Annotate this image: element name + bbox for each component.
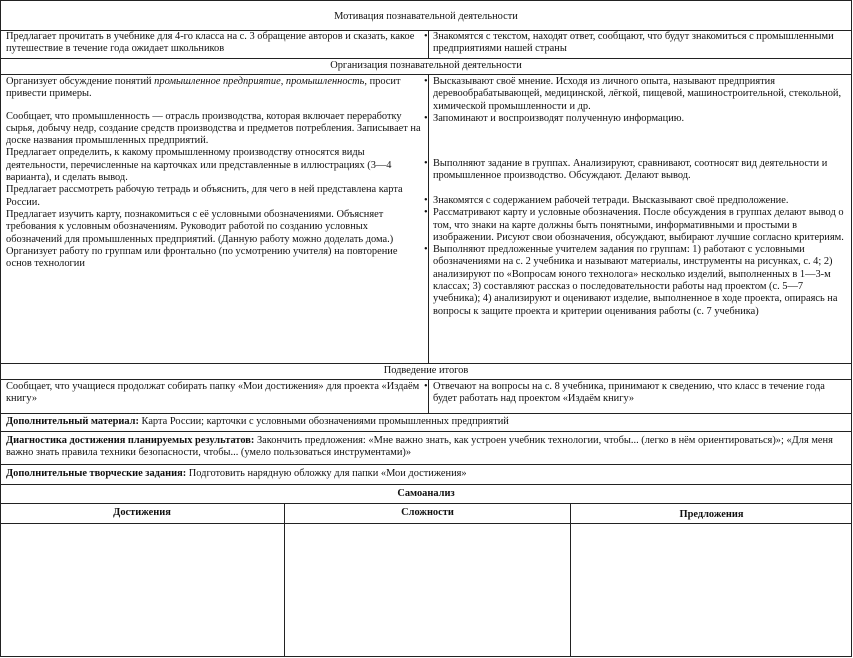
motivation-teacher-cell	[6, 31, 424, 56]
list-item: • Высказывают своё мнение. Исходя из личного опыта, называют предприятия деревообрабатывающей, медицинской, лёгкой, пищевой, машиностроительной, стекольной, химической промышленности и др.	[433, 76, 846, 113]
list-item: • Сообщает, что промышленность — отрасль производства, которая включает переработку сырья, добычу недр, создание средств производства и предметов потребления. Записывает на доске названия промышленных предприятий.	[6, 111, 424, 148]
organization-teacher-cell	[6, 76, 424, 270]
row-divider	[0, 379, 852, 380]
list-item: • Предлагает рассмотреть рабочую тетрадь и объяснить, для чего в ней представлена карта России.	[6, 184, 424, 209]
motivation-student-cell	[433, 31, 846, 56]
list-item: • Знакомятся с содержанием рабочей тетради. Высказывают своё предположение.	[433, 195, 846, 207]
section-title-selfanalysis: Самоанализ	[397, 488, 455, 499]
row-divider	[0, 503, 852, 504]
extra-material-row	[6, 416, 846, 428]
list-item: • Рассматривают карту и условные обозначения. После обсуждения в группах делают вывод о том, что знаки на карте должны быть понятными, информативными и простыми в изображении. Рисуют свои обозначения, обсуждают, выбирают лучшие согласно критериям.	[433, 207, 846, 244]
list-item: • Отвечают на вопросы на с. 8 учебника, принимают к сведению, что класс в течение года будет работать над проектом «Издаём книгу»	[433, 381, 846, 406]
summary-student-cell	[433, 381, 846, 406]
list-item: • Предлагает изучить карту, познакомиться с её условными обозначениями. Объясняет требования к условным обозначениям. Руководит работой по созданию условных обозначений для промышленных предприятий. (Данную работу можно доделать дома.)	[6, 209, 424, 246]
row-divider	[0, 523, 852, 524]
list-item: • Предлагает прочитать в учебнике для 4-го класса на с. 3 обращение авторов и сказать, какое путешествие в течение года ожидает школьников	[6, 31, 424, 56]
extra-material-label: Дополнительный материал:	[6, 416, 139, 427]
self-analysis-header-difficulties: Сложности	[401, 507, 454, 518]
row-divider	[0, 484, 852, 485]
emphasized-terms: промышленное предприятие, промышленность	[154, 76, 365, 87]
organization-student-cell	[433, 195, 846, 318]
extra-material-text: Карта России; карточки с условными обозначениями промышленных предприятий	[138, 416, 509, 427]
section-title-motivation: Мотивация познавательной деятельности	[334, 11, 518, 22]
list-item: • Организует обсуждение понятий промышленное предприятие, промышленность, просит привести примеры.	[6, 76, 424, 101]
list-item: • Выполняют предложенные учителем задания по группам: 1) работают с условными обозначениями на с. 2 учебника и называют материалы, инструменты на рисунках, с. 4; 2) анализируют по «Вопросам юного технолога» несколько изделий, выполненных в 1—3-м классах; 3) составляют рассказ о последовательности работы над проектом (с. 5—7 учебника); 4) анализируют и оценивают изделие, выполненное в ходе проекта, опираясь на вопросы к защите проекта и критерии оценивания работы (с. 7 учебника)	[433, 244, 846, 318]
section-title-summary: Подведение итогов	[383, 365, 469, 376]
list-item: • Выполняют задание в группах. Анализируют, сравнивают, соотносят вид деятельности и промышленное производство. Обсуждают. Делают вывод.	[433, 158, 846, 183]
list-item: • Предлагает определить, к какому промышленному производству относятся виды деятельности, перечисленные на карточках или представленные в иллюстрациях (3—4 варианта), и сделать вывод.	[6, 147, 424, 184]
row-divider	[0, 431, 852, 432]
list-item: • Организует работу по группам или фронтально (по усмотрению учителя) на повторение основ технологии	[6, 246, 424, 271]
creative-tasks-row	[6, 468, 846, 480]
section-title-organization: Организация познавательной деятельности	[330, 60, 522, 71]
summary-teacher-cell	[6, 381, 424, 406]
row-divider	[0, 464, 852, 465]
row-divider	[0, 363, 852, 364]
creative-tasks-label: Дополнительные творческие задания:	[6, 468, 187, 479]
self-analysis-header-achievements: Достижения	[113, 507, 171, 518]
self-analysis-header-suggestions: Предложения	[679, 509, 744, 520]
row-divider	[0, 74, 852, 75]
list-item: • Знакомятся с текстом, находят ответ, сообщают, что будут знакомиться с промышленными предприятиями нашей страны	[433, 31, 846, 56]
row-divider	[0, 413, 852, 414]
list-item: • Сообщает, что учащиеся продолжат собирать папку «Мои достижения» для проекта «Издаём книгу»	[6, 381, 424, 406]
row-divider	[0, 58, 852, 59]
diagnostics-row	[6, 435, 846, 460]
column-divider	[570, 503, 571, 657]
organization-student-cell	[433, 158, 846, 183]
list-item: • Запоминают и воспроизводят полученную информацию.	[433, 113, 846, 125]
diagnostics-label: Диагностика достижения планируемых результатов:	[6, 435, 255, 446]
organization-student-cell	[433, 76, 846, 125]
diagnostics-text: Закончить предложения: «Мне важно знать, как устроен учебник технологии, чтобы... (легко в нём ориентироваться)»; «Для меня важно знать правила техники безопасности, чтобы... (умело пользоваться инструментами)»	[6, 435, 833, 459]
column-divider	[284, 503, 285, 657]
creative-tasks-text: Подготовить нарядную обложку для папки «Мои достижения»	[186, 468, 467, 479]
